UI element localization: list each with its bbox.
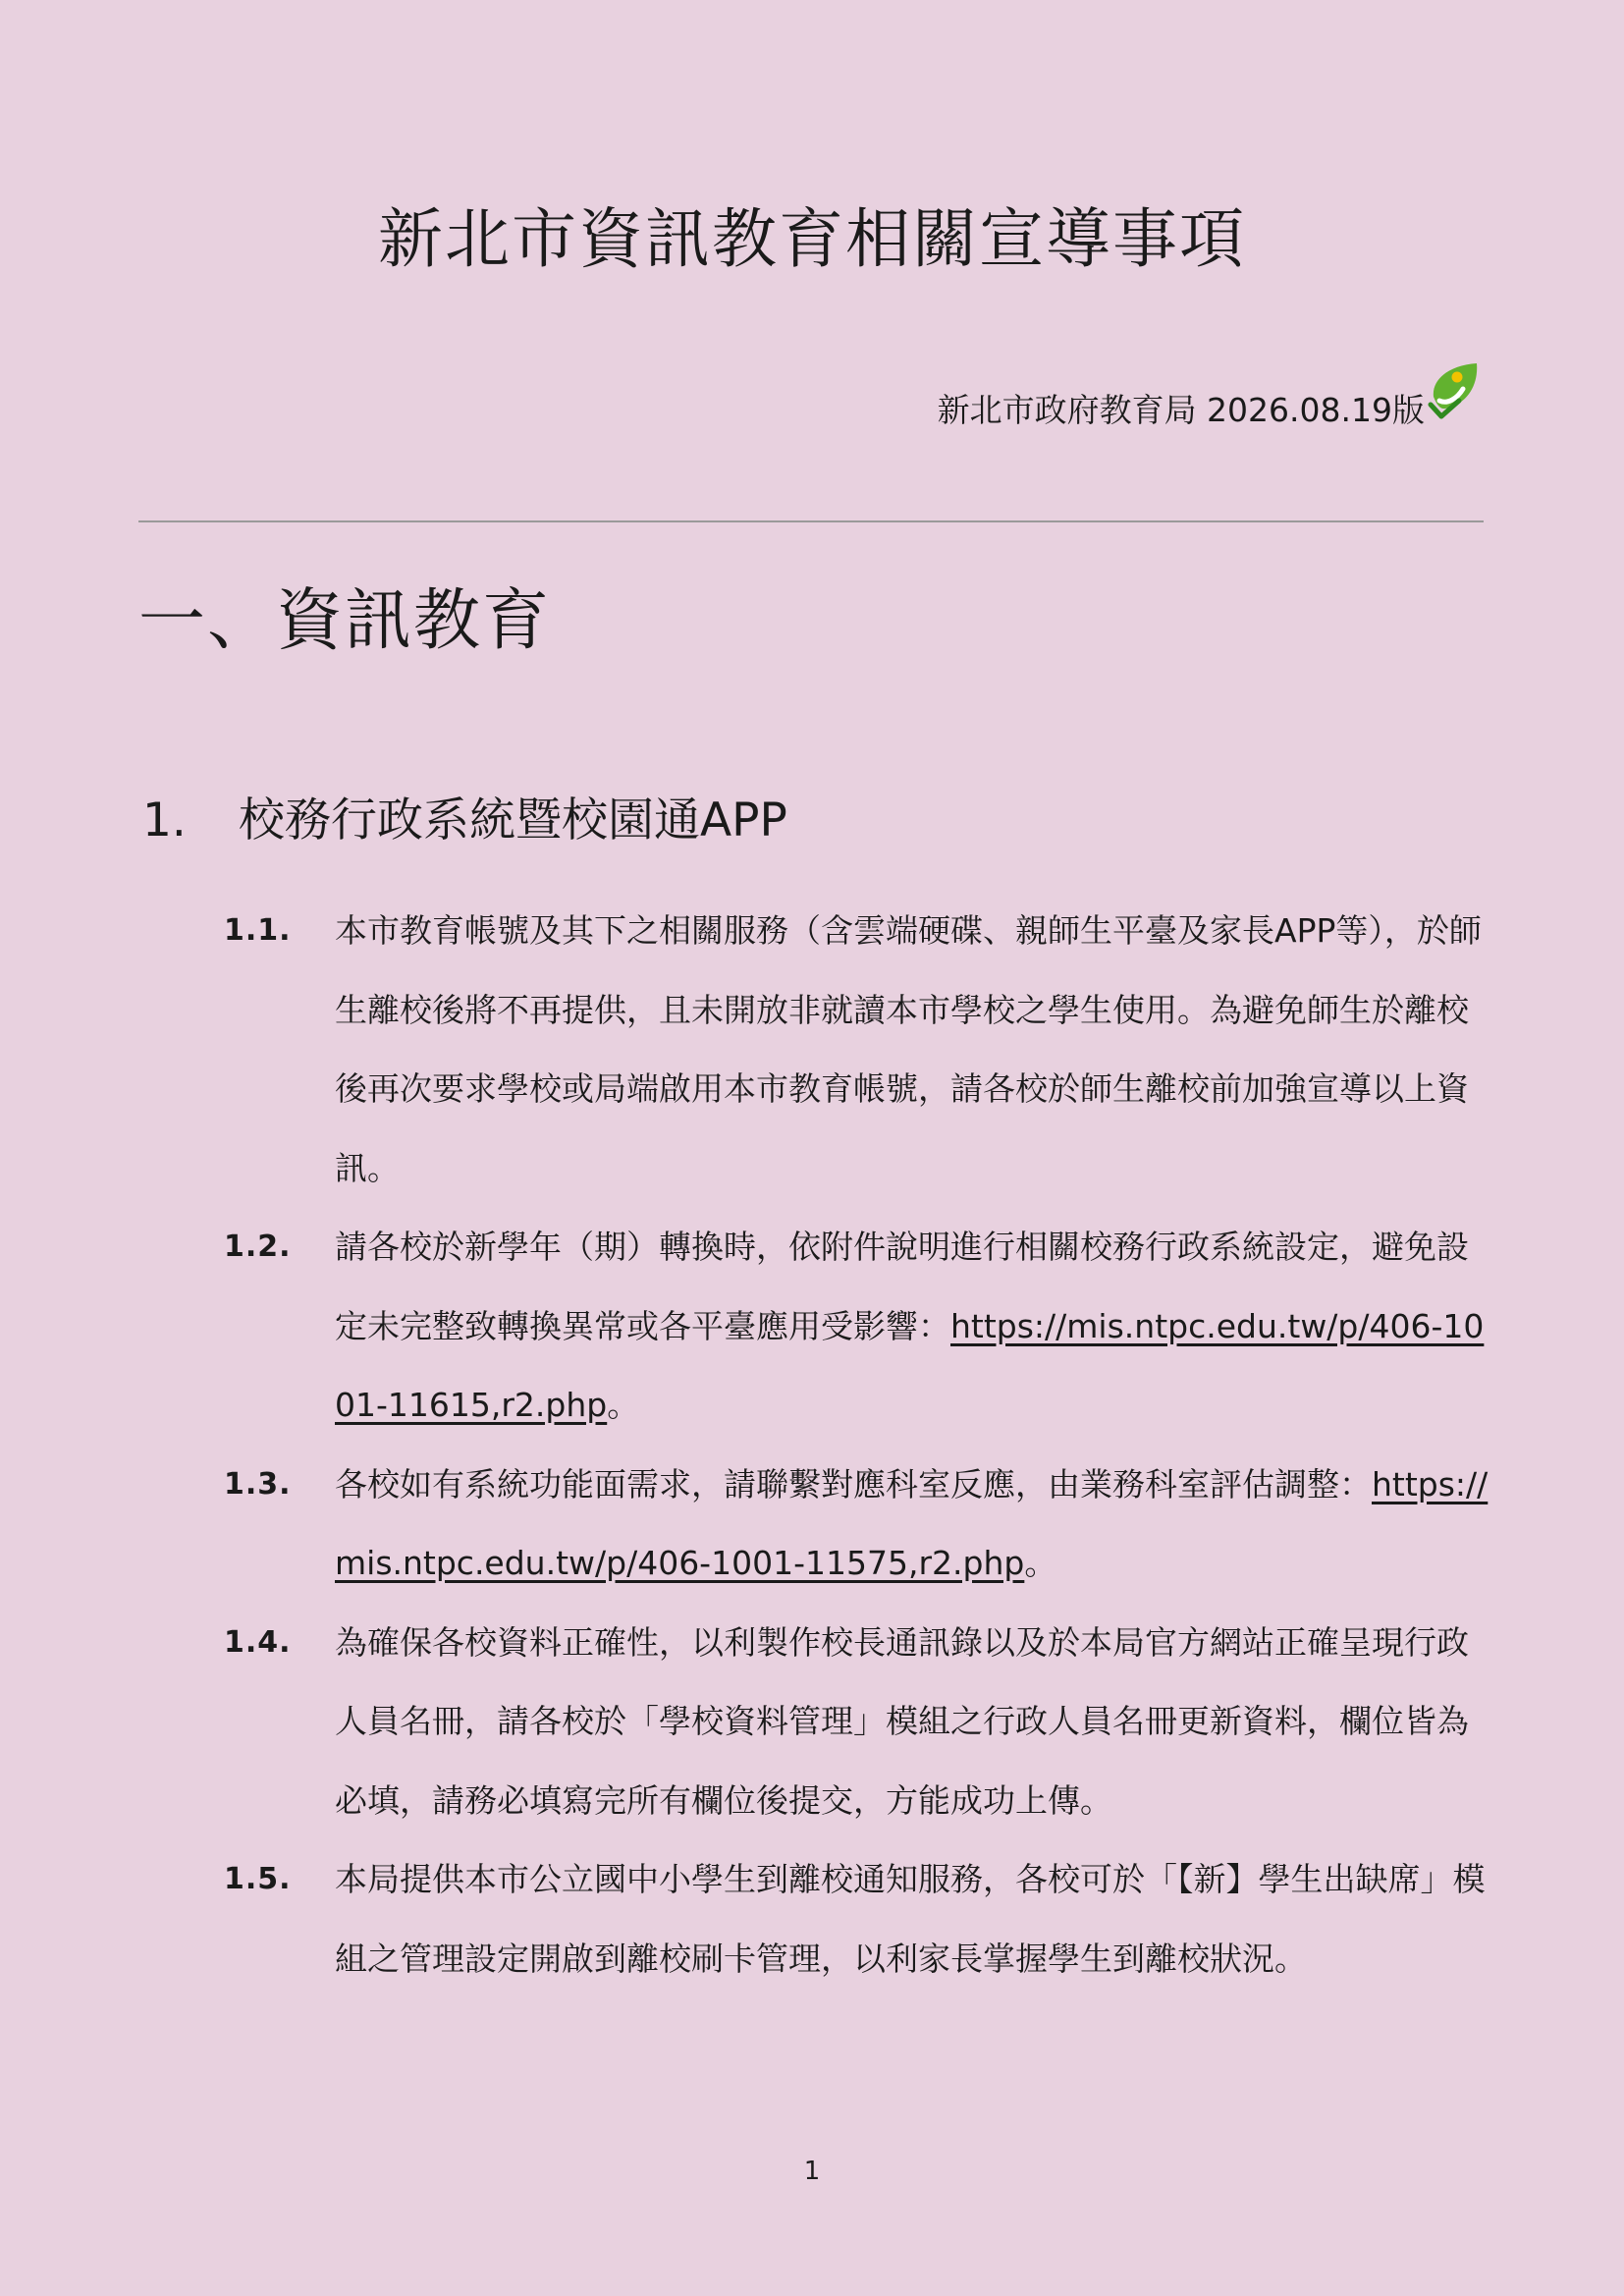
item-number: 1.4. (224, 1624, 292, 1660)
item-text (335, 1840, 1490, 1998)
item-list (224, 892, 1490, 1998)
item-number: 1.3. (224, 1466, 292, 1502)
item-suffix: 。 (1024, 1544, 1057, 1582)
item-text (335, 892, 1490, 1208)
item-text (335, 1604, 1490, 1841)
document-title: 新北市資訊教育相關宣導事項 (378, 201, 1246, 277)
issuer-version: 新北市政府教育局 2026.08.19版 (937, 391, 1425, 429)
section-heading: 一、資訊教育 (138, 582, 552, 660)
leaf-person-logo-icon (1428, 361, 1483, 422)
item-body: 各校如有系統功能面需求，請聯繫對應科室反應，由業務科室評估調整： (335, 1464, 1372, 1503)
item-body: 請各校於新學年（期）轉換時，依附件說明進行相關校務行政系統設定，避免設定未完整致轉換異常或各平臺應用受影響： (335, 1228, 1469, 1345)
subsection-heading (142, 784, 787, 849)
item-text (335, 1446, 1490, 1604)
item-suffix: 。 (607, 1386, 640, 1424)
feature-request-link[interactable]: https://mis.ntpc.edu.tw/p/406-1001-11575,r2.php (335, 1464, 1489, 1582)
item-number: 1.1. (224, 913, 292, 948)
list-item-1-2 (224, 1208, 1490, 1446)
item-body: 本市教育帳號及其下之相關服務（含雲端硬碟、親師生平臺及家長APP等），於師生離校後將不再提供，且未開放非就讀本市學校之學生使用。為避免師生於離校後再次要求學校或局端啟用本市教育帳號，請各校於師生離校前加強宣導以上資訊。 (335, 911, 1482, 1187)
list-item-1-3 (224, 1446, 1490, 1604)
item-body: 本局提供本市公立國中小學生到離校通知服務，各校可於「【新】學生出缺席」模組之管理設定開啟到離校刷卡管理，以利家長掌握學生到離校狀況。 (335, 1860, 1486, 1978)
list-item-1-5 (224, 1840, 1490, 1998)
list-item-1-4 (224, 1604, 1490, 1841)
item-text (335, 1208, 1490, 1446)
item-number: 1.2. (224, 1230, 292, 1264)
item-body: 為確保各校資料正確性，以利製作校長通訊錄以及於本局官方網站正確呈現行政人員名冊，請各校於「學校資料管理」模組之行政人員名冊更新資料，欄位皆為必填，請務必填寫完所有欄位後提交，方能成功上傳。 (335, 1622, 1469, 1820)
page-number: 1 (803, 2157, 821, 2186)
header-divider (138, 520, 1484, 522)
subsection-title: 校務行政系統暨校園通APP (239, 793, 787, 847)
subsection-number: 1. (142, 793, 187, 847)
item-number: 1.5. (224, 1862, 292, 1896)
settings-guide-link[interactable]: https://mis.ntpc.edu.tw/p/406-1001-11615,r2.php (335, 1306, 1485, 1424)
list-item-1-1 (224, 892, 1490, 1208)
